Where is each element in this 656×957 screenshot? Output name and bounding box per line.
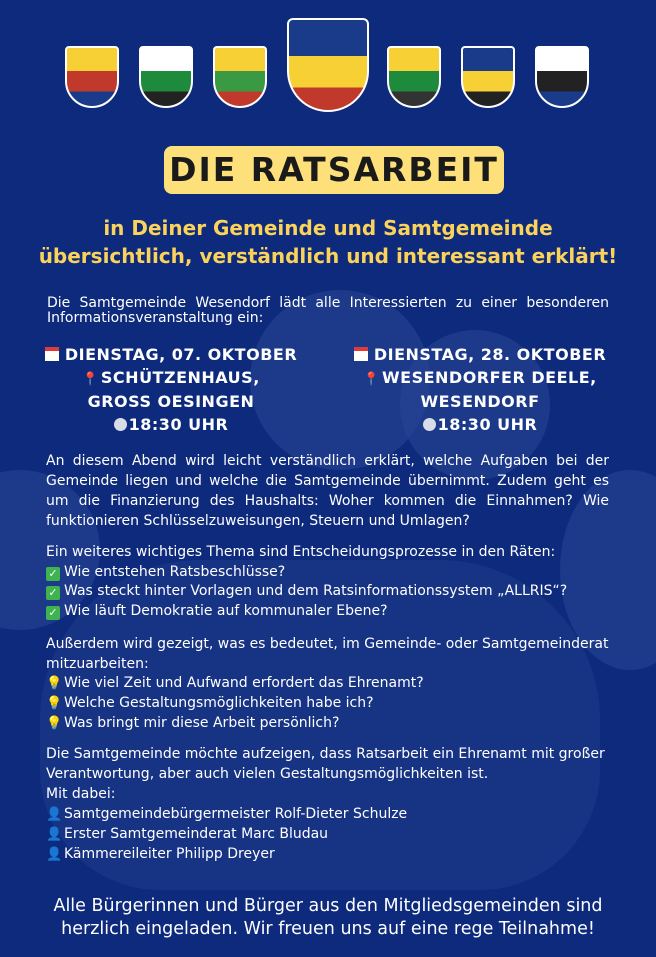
description-paragraph: An diesem Abend wird leicht verständlich erklärt, welche Aufgaben bei der Gemeinde liegen und welche die Samtgemeinde übernimmt. Zudem geht es um die Finanzierung des Haushalts: Woher kommen die Einnahmen? Wie funktionieren Schlüsselzuweisungen, Steuern und Umlagen?	[46, 453, 609, 529]
person-icon: 👤	[46, 807, 63, 822]
clock-icon	[423, 418, 436, 431]
location-pin-icon: 📍	[82, 371, 99, 387]
event-date: DIENSTAG, 28. OKTOBER	[373, 345, 607, 364]
council-question: 💡 Welche Gestaltungsmöglichkeiten habe ich?	[46, 693, 374, 714]
coat-of-arms-1	[65, 46, 119, 108]
lightbulb-icon: 💡	[46, 716, 63, 731]
coat-of-arms-main	[287, 18, 369, 112]
event-date: DIENSTAG, 07. OKTOBER	[64, 345, 298, 364]
person-icon: 👤	[46, 827, 63, 842]
subtitle-line-2: übersichtlich, verständlich und interessant erklärt!	[38, 244, 618, 268]
coat-of-arms-5	[387, 46, 441, 108]
council-intro: Außerdem wird gezeigt, was es bedeutet, im Gemeinde- oder Samtgemeinderat mitzuarbeiten:	[46, 636, 609, 672]
participant-item: 👤 Kämmereileiter Philipp Dreyer	[46, 844, 275, 865]
participant-item: 👤 Samtgemeindebürgermeister Rolf-Dieter Schulze	[46, 804, 407, 825]
page-title: DIE RATSARBEIT	[164, 146, 504, 194]
topic-item: ✓ Was steckt hinter Vorlagen und dem Ratsinformationssystem „ALLRIS“?	[46, 581, 567, 601]
event-1	[21, 344, 321, 436]
participants-label: Mit dabei:	[46, 786, 116, 802]
coat-of-arms-3	[213, 46, 267, 108]
participant-item: 👤 Erster Samtgemeinderat Marc Bludau	[46, 824, 328, 845]
checkmark-icon: ✓	[46, 567, 60, 581]
event-place: SCHÜTZENHAUS,	[100, 367, 260, 387]
checkmark-icon: ✓	[46, 606, 60, 620]
calendar-icon	[45, 347, 59, 361]
council-question: 💡 Wie viel Zeit und Aufwand erfordert das Ehrenamt?	[46, 673, 424, 694]
closing-line-2: herzlich eingeladen. Wir freuen uns auf eine rege Teilnahme!	[61, 919, 595, 939]
closing-invitation	[20, 895, 636, 941]
event-place-town: GROSS OESINGEN	[87, 392, 255, 411]
closing-line-1: Alle Bürgerinnen und Bürger aus den Mitgliedsgemeinden sind	[53, 896, 603, 916]
lightbulb-icon: 💡	[46, 676, 63, 691]
subtitle-line-1: in Deiner Gemeinde und Samtgemeinde	[103, 216, 553, 240]
event-time: 18:30 UHR	[128, 414, 229, 434]
intro-text: Die Samtgemeinde Wesendorf lädt alle Interessierten zu einer besonderen Informationsveranstaltung ein:	[47, 295, 609, 326]
checkmark-icon: ✓	[46, 586, 60, 600]
event-place-town: WESENDORF	[420, 392, 540, 411]
lightbulb-icon: 💡	[46, 696, 63, 711]
council-question: 💡 Was bringt mir diese Arbeit persönlich?	[46, 713, 339, 734]
clock-icon	[114, 418, 127, 431]
coat-of-arms-row	[0, 18, 656, 118]
person-icon: 👤	[46, 847, 63, 862]
event-place: WESENDORFER DEELE,	[381, 367, 597, 387]
coat-of-arms-7	[535, 46, 589, 108]
topic-item: ✓ Wie entstehen Ratsbeschlüsse?	[46, 562, 285, 582]
closing-paragraph: Die Samtgemeinde möchte aufzeigen, dass Ratsarbeit ein Ehrenamt mit großer Verantwortung, aber auch vielen Gestaltungsmöglichkeiten ist.	[46, 746, 605, 782]
event-time: 18:30 UHR	[437, 414, 538, 434]
calendar-icon	[354, 347, 368, 361]
topics-intro: Ein weiteres wichtiges Thema sind Entscheidungsprozesse in den Räten:	[46, 544, 556, 560]
location-pin-icon: 📍	[363, 371, 380, 387]
event-2	[330, 344, 630, 436]
topic-item: ✓ Wie läuft Demokratie auf kommunaler Ebene?	[46, 601, 388, 621]
coat-of-arms-6	[461, 46, 515, 108]
coat-of-arms-2	[139, 46, 193, 108]
